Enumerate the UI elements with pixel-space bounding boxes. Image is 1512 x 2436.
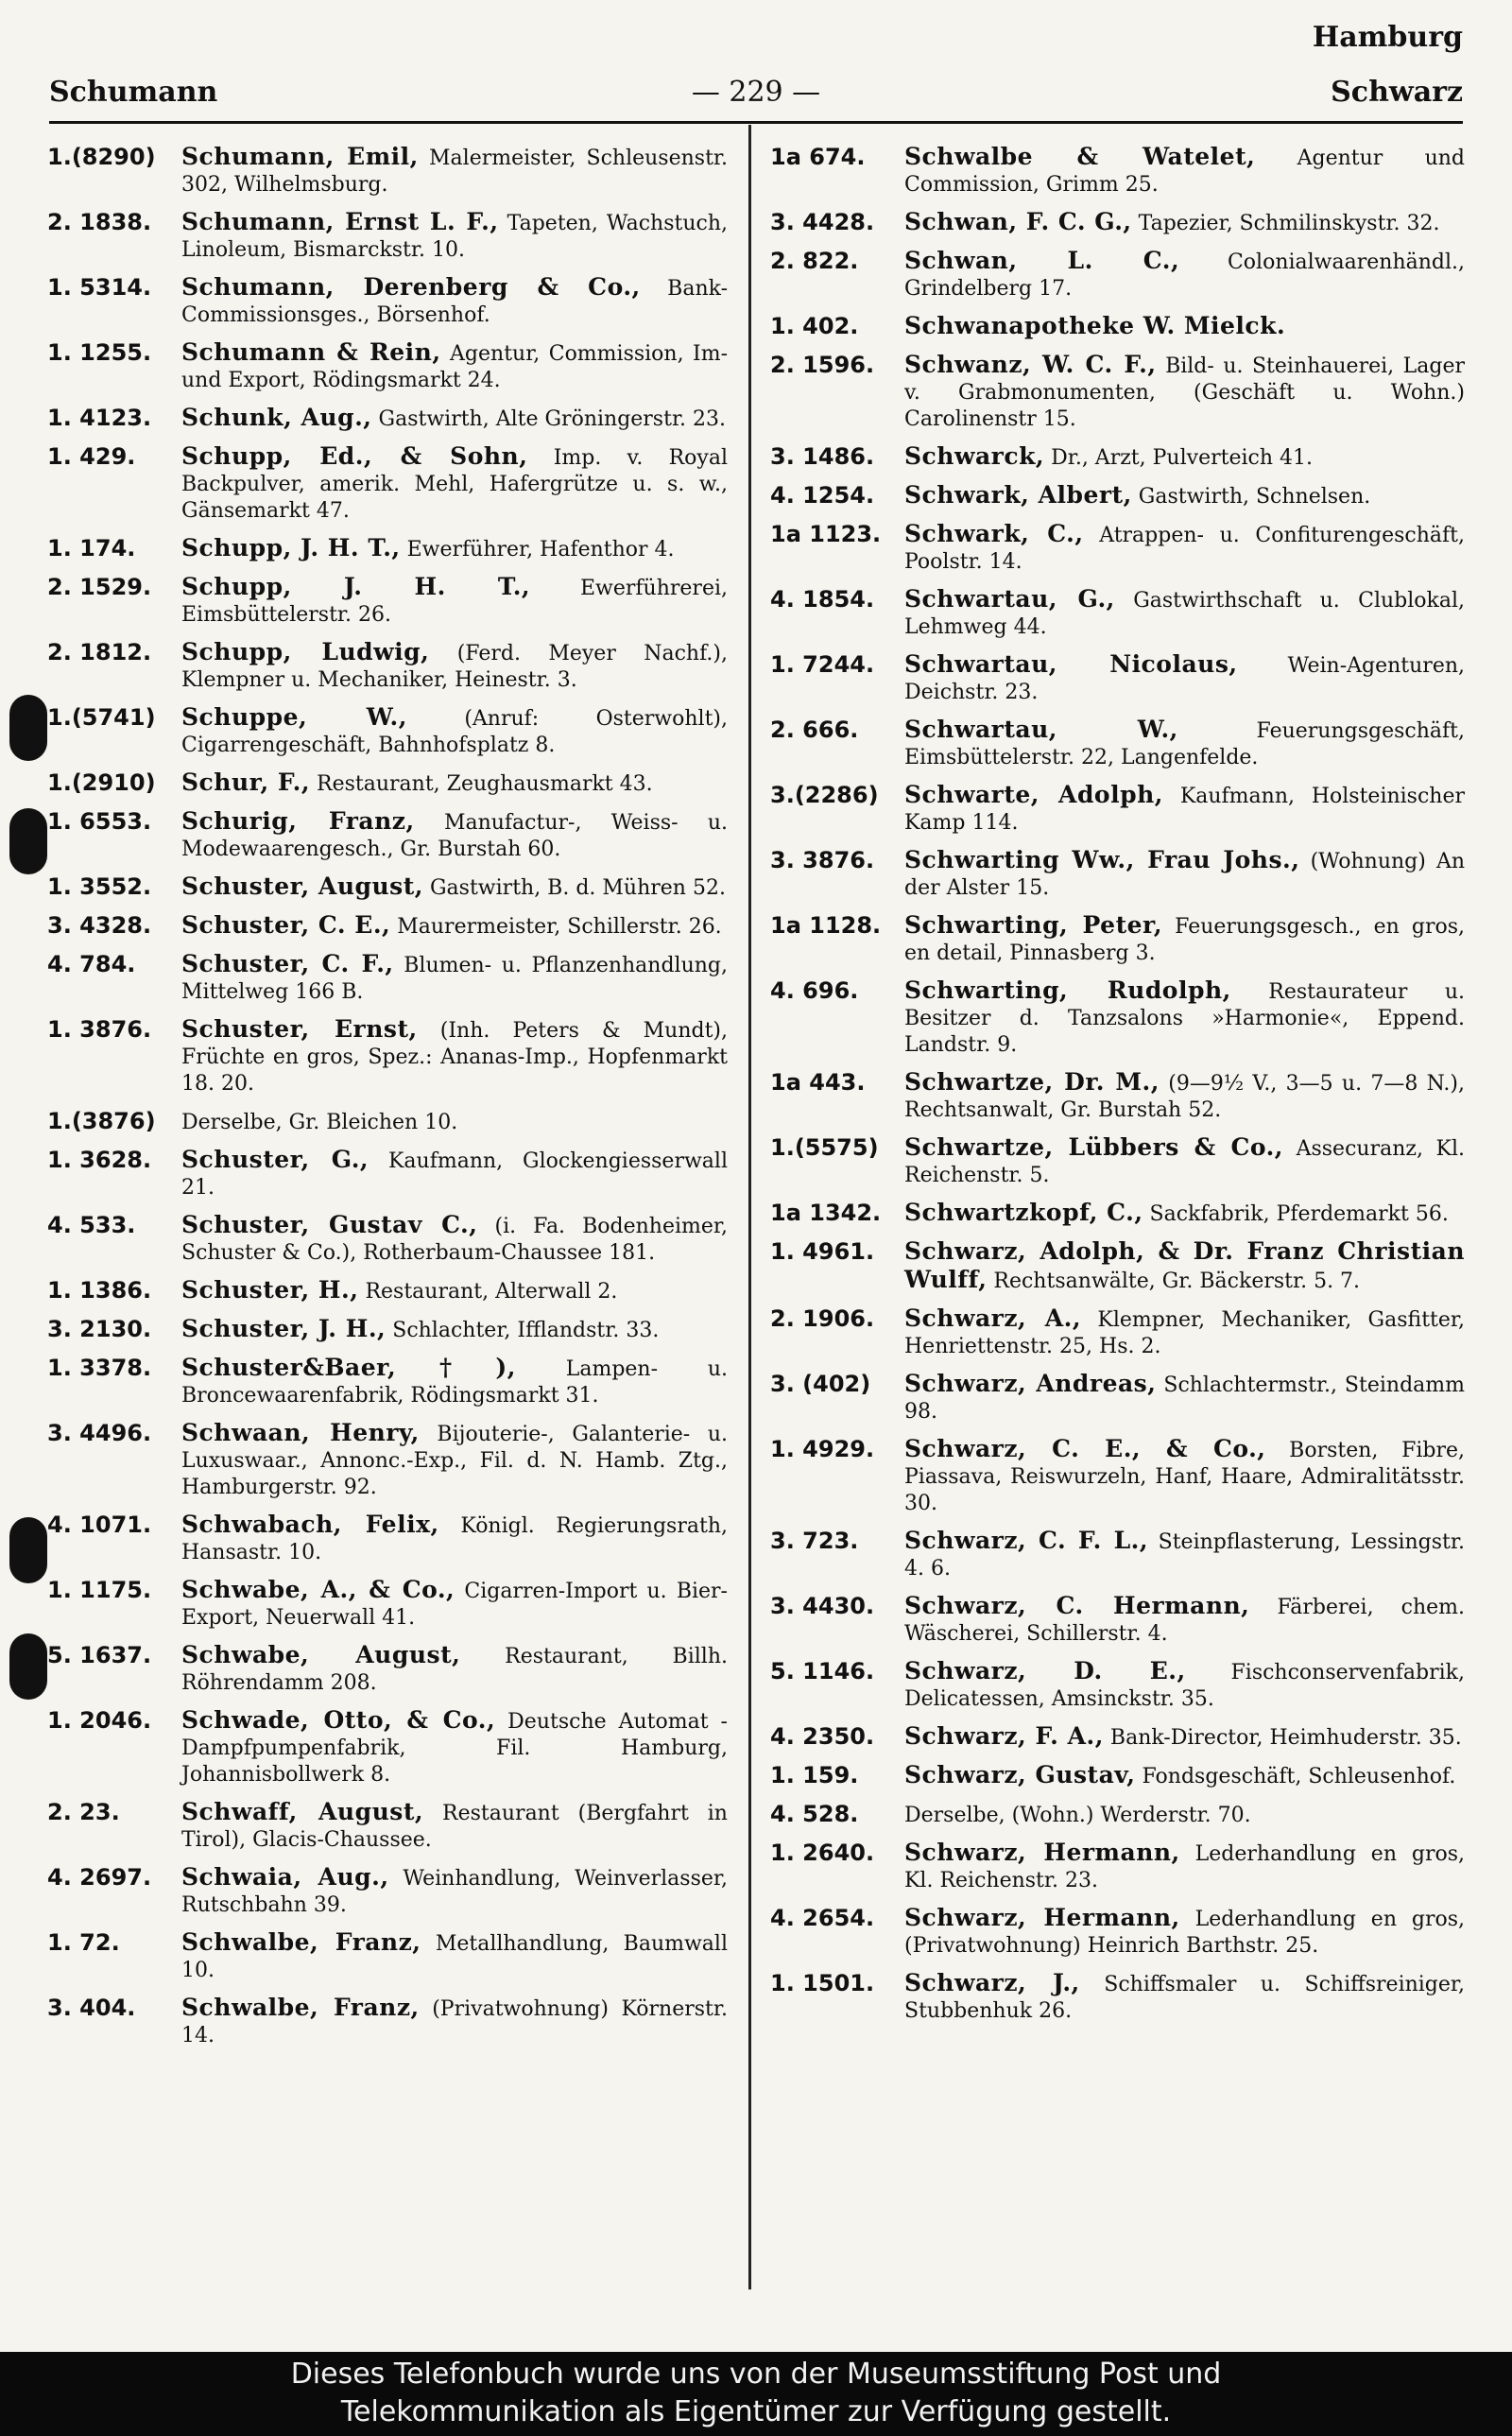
subscriber-name: Schwalbe & Watelet, <box>904 143 1256 170</box>
header-last-name: Schwarz <box>1331 76 1463 109</box>
subscriber-name: Schwarck, <box>904 442 1045 470</box>
subscriber-name: Schwarz, C. E., & Co., <box>904 1435 1266 1462</box>
phone-number: 3. (402) <box>770 1371 871 1397</box>
directory-entry <box>47 769 728 798</box>
subscriber-name: Schwartze, Dr. M., <box>904 1068 1160 1096</box>
phone-number: 2. 666. <box>770 717 859 743</box>
directory-entry <box>47 1512 728 1566</box>
subscriber-name: Schwartau, G., <box>904 585 1115 613</box>
subscriber-name: Schupp, J. H. T., <box>181 573 531 600</box>
phone-number: 4. 2654. <box>770 1905 875 1931</box>
phone-number: 3. 404. <box>47 1995 136 2021</box>
directory-entry <box>770 1801 1465 1829</box>
subscriber-details: (9—9½ V., 3—5 u. 7—8 N.), Rechtsanwalt, Gr. Burstah 52. <box>904 1072 1465 1122</box>
subscriber-details: (Ferd. Meyer Nachf.), Klempner u. Mechaniker, Heinestr. 3. <box>181 642 728 692</box>
subscriber-details: Deutsche Automat - Dampfpumpenfabrik, Fil. Hamburg, Johannisbollwerk 8. <box>181 1710 728 1787</box>
directory-entry <box>770 144 1465 199</box>
subscriber-details: Steinpflasterung, Lessingstr. 4. 6. <box>904 1530 1465 1581</box>
phone-number: 4. 533. <box>47 1212 136 1238</box>
binding-hole <box>9 1517 47 1583</box>
directory-entry <box>770 248 1465 302</box>
subscriber-details: Restaurateur u. Besitzer d. Tanzsalons »Harmonie«, Eppend. Landstr. 9. <box>904 980 1465 1057</box>
directory-entry <box>770 586 1465 641</box>
phone-number: 2. 1529. <box>47 574 152 600</box>
subscriber-details: Agentur, Commission, Im- und Export, Rödingsmarkt 24. <box>181 342 729 392</box>
subscriber-details: Restaurant, Alterwall 2. <box>365 1280 618 1304</box>
subscriber-details: Bild- u. Steinhauerei, Lager v. Grabmonumenten, (Geschäft u. Wohn.) Carolinenstr 15. <box>904 354 1465 431</box>
subscriber-name: Schwabach, Felix, <box>181 1511 439 1538</box>
directory-entry <box>47 639 728 694</box>
phone-number: 1. 4961. <box>770 1238 875 1265</box>
subscriber-name: Schwan, L. C., <box>904 247 1180 274</box>
directory-entry <box>770 782 1465 837</box>
phone-number: 1.(5575) <box>770 1134 879 1161</box>
directory-entry <box>770 1840 1465 1894</box>
phone-number: 1. 1501. <box>770 1970 875 1996</box>
directory-entry <box>47 1147 728 1201</box>
phone-number: 4. 696. <box>770 977 859 1004</box>
directory-entry <box>47 144 728 199</box>
subscriber-name: Schupp, J. H. T., <box>181 534 401 561</box>
page-number: — 229 — <box>691 76 821 109</box>
directory-entry <box>47 1108 728 1136</box>
subscriber-details: Sackfabrik, Pferdemarkt 56. <box>1149 1202 1449 1226</box>
subscriber-details: Maurermeister, Schillerstr. 26. <box>397 915 722 939</box>
subscriber-name: Schwabe, August, <box>181 1641 461 1668</box>
subscriber-name: Schwarz, Hermann, <box>904 1904 1180 1931</box>
directory-entry <box>770 352 1465 433</box>
subscriber-name: Schuster, G., <box>181 1146 369 1173</box>
subscriber-details: (Inh. Peters & Mundt), Früchte en gros, Spez.: Ananas-Imp., Hopfenmarkt 18. 20. <box>181 1019 728 1096</box>
subscriber-name: Schunk, Aug., <box>181 404 372 431</box>
subscriber-name: Schupp, Ludwig, <box>181 638 430 665</box>
directory-entry <box>770 521 1465 576</box>
directory-entry <box>47 912 728 941</box>
directory-entry <box>47 1016 728 1097</box>
subscriber-details: Malermeister, Schleusenstr. 302, Wilhelmsburg. <box>181 147 729 197</box>
subscriber-details: Metallhandlung, Baumwall 10. <box>181 1932 728 1982</box>
phone-number: 1. 6553. <box>47 808 152 835</box>
subscriber-details: Bank-Director, Heimhuderstr. 35. <box>1109 1726 1462 1750</box>
directory-entry <box>770 1436 1465 1517</box>
subscriber-details: Königl. Regierungsrath, Hansastr. 10. <box>181 1514 728 1564</box>
phone-number: 2. 1596. <box>770 352 875 378</box>
column-divider <box>748 125 751 2289</box>
subscriber-name: Schuster, Ernst, <box>181 1015 418 1043</box>
directory-entry <box>47 1277 728 1305</box>
subscriber-name: Schwarz, J., <box>904 1969 1080 1996</box>
subscriber-details: (i. Fa. Bodenheimer, Schuster & Co.), Rotherbaum-Chaussee 181. <box>181 1215 728 1265</box>
directory-entry <box>47 535 728 563</box>
subscriber-details: Ewerführer, Hafenthor 4. <box>406 538 675 561</box>
phone-number: 1a 1342. <box>770 1200 882 1226</box>
directory-entry <box>770 717 1465 771</box>
directory-entry <box>770 482 1465 510</box>
subscriber-name: Schwaia, Aug., <box>181 1863 389 1891</box>
subscriber-name: Schumann & Rein, <box>181 338 441 366</box>
subscriber-name: Schuster, H., <box>181 1276 359 1304</box>
phone-number: 5. 1637. <box>47 1642 152 1668</box>
subscriber-details: Derselbe, Gr. Bleichen 10. <box>181 1111 458 1134</box>
directory-entry <box>770 1593 1465 1648</box>
directory-entry <box>47 1995 728 2049</box>
phone-number: 2. 822. <box>770 248 859 274</box>
subscriber-name: Schwark, Albert, <box>904 481 1132 509</box>
subscriber-details: Dr., Arzt, Pulverteich 41. <box>1051 446 1313 470</box>
subscriber-name: Schurig, Franz, <box>181 807 415 835</box>
subscriber-name: Schuster, August, <box>181 872 423 900</box>
subscriber-name: Schwarz, F. A., <box>904 1722 1104 1750</box>
subscriber-name: Schwarte, Adolph, <box>904 781 1163 808</box>
directory-entry <box>770 847 1465 902</box>
subscriber-details: Gastwirth, Alte Gröningerstr. 23. <box>378 407 727 431</box>
phone-number: 4. 1854. <box>770 586 875 613</box>
directory-entry <box>47 704 728 759</box>
phone-number: 3. 4328. <box>47 912 152 939</box>
subscriber-details: Restaurant, Zeughausmarkt 43. <box>317 772 653 796</box>
phone-number: 1. 5314. <box>47 274 152 301</box>
subscriber-name: Schwarz, Hermann, <box>904 1839 1180 1866</box>
directory-entry <box>770 912 1465 967</box>
phone-number: 2. 1812. <box>47 639 152 665</box>
subscriber-name: Schumann, Derenberg & Co., <box>181 273 641 301</box>
subscriber-name: Schwabe, A., & Co., <box>181 1576 455 1603</box>
directory-entry <box>47 443 728 525</box>
subscriber-details: Wein-Agenturen, Deichstr. 23. <box>904 654 1465 704</box>
directory-entry <box>770 1069 1465 1124</box>
phone-number: 3. 4428. <box>770 209 875 235</box>
directory-entry <box>47 1212 728 1267</box>
phone-number: 1. 3876. <box>47 1016 152 1043</box>
directory-entry <box>770 1305 1465 1360</box>
phone-number: 1. 4123. <box>47 405 152 431</box>
phone-number: 4. 1071. <box>47 1512 152 1538</box>
subscriber-name: Schwartau, W., <box>904 716 1178 743</box>
subscriber-details: (Anruf: Osterwohlt), Cigarrengeschäft, Bahnhofsplatz 8. <box>181 707 728 757</box>
phone-number: 4. 528. <box>770 1801 859 1827</box>
subscriber-name: Schwarz, A., <box>904 1304 1082 1332</box>
subscriber-name: Schuster, Gustav C., <box>181 1211 478 1238</box>
phone-number: 2. 1838. <box>47 209 152 235</box>
subscriber-details: Derselbe, (Wohn.) Werderstr. 70. <box>904 1804 1251 1827</box>
directory-entry <box>47 339 728 394</box>
subscriber-details: Weinhandlung, Weinverlasser, Rutschbahn 39. <box>181 1867 728 1917</box>
header-first-name: Schumann <box>49 76 218 109</box>
directory-entry <box>47 1929 728 1984</box>
subscriber-name: Schumann, Emil, <box>181 143 419 170</box>
phone-number: 1.(3876) <box>47 1108 156 1134</box>
subscriber-name: Schwarting Ww., Frau Johs., <box>904 846 1300 873</box>
subscriber-details: Fischconservenfabrik, Delicatessen, Amsinckstr. 35. <box>904 1661 1465 1711</box>
subscriber-details: Schiffsmaler u. Schiffsreiniger, Stubbenhuk 26. <box>904 1973 1466 2023</box>
subscriber-name: Schwanz, W. C. F., <box>904 351 1157 378</box>
directory-entry <box>770 1762 1465 1790</box>
subscriber-details: Kaufmann, Holsteinischer Kamp 114. <box>904 785 1465 835</box>
subscriber-name: Schwarz, C. Hermann, <box>904 1592 1250 1619</box>
subscriber-details: Rechtsanwälte, Gr. Bäckerstr. 5. 7. <box>993 1270 1361 1293</box>
phone-number: 1.(2910) <box>47 769 156 796</box>
footer-line-1: Dieses Telefonbuch wurde uns von der Museumsstiftung Post und <box>290 2358 1222 2391</box>
phone-number: 1. 1386. <box>47 1277 152 1304</box>
subscriber-name: Schwarting, Peter, <box>904 911 1163 939</box>
subscriber-name: Schupp, Ed., & Sohn, <box>181 442 528 470</box>
directory-entry <box>770 1238 1465 1295</box>
subscriber-details: Klempner, Mechaniker, Gasfitter, Henriettenstr. 25, Hs. 2. <box>904 1308 1465 1358</box>
directory-entry <box>770 313 1465 341</box>
subscriber-name: Schwark, C., <box>904 520 1084 547</box>
subscriber-name: Schwaan, Henry, <box>181 1419 420 1446</box>
subscriber-details: Tapeten, Wachstuch, Linoleum, Bismarckstr. 10. <box>181 212 728 262</box>
phone-number: 3. 723. <box>770 1528 859 1554</box>
subscriber-details: Agentur und Commission, Grimm 25. <box>904 147 1465 197</box>
phone-number: 1.(8290) <box>47 144 156 170</box>
phone-number: 1a 443. <box>770 1069 866 1096</box>
subscriber-details: Gastwirth, B. d. Mühren 52. <box>429 876 726 900</box>
subscriber-details: Blumen- u. Pflanzenhandlung, Mittelweg 166 B. <box>181 954 728 1004</box>
subscriber-details: Assecuranz, Kl. Reichenstr. 5. <box>904 1137 1465 1187</box>
header-rule <box>49 121 1463 124</box>
subscriber-details: Cigarren-Import u. Bier-Export, Neuerwall 41. <box>181 1580 728 1630</box>
directory-entry <box>770 1723 1465 1752</box>
directory-entry <box>47 1864 728 1919</box>
subscriber-name: Schwartau, Nicolaus, <box>904 650 1238 678</box>
phone-number: 2. 23. <box>47 1799 120 1825</box>
binding-hole <box>9 695 47 761</box>
directory-entry <box>770 1528 1465 1582</box>
subscriber-name: Schur, F., <box>181 769 311 796</box>
subscriber-name: Schumann, Ernst L. F., <box>181 208 499 235</box>
subscriber-details: Tapezier, Schmilinskystr. 32. <box>1138 212 1440 235</box>
subscriber-name: Schwarz, Gustav, <box>904 1761 1136 1788</box>
directory-entry <box>770 651 1465 706</box>
phone-number: 1. 3552. <box>47 873 152 900</box>
directory-entry <box>47 574 728 629</box>
phone-number: 1. 1255. <box>47 339 152 366</box>
directory-entry <box>770 1905 1465 1960</box>
phone-number: 3. 4430. <box>770 1593 875 1619</box>
subscriber-name: Schwarz, C. F. L., <box>904 1527 1149 1554</box>
directory-entry <box>47 1707 728 1788</box>
subscriber-name: Schuster, C. E., <box>181 911 391 939</box>
subscriber-details: Restaurant (Bergfahrt in Tirol), Glacis-Chaussee. <box>181 1802 728 1852</box>
directory-entry <box>770 1371 1465 1425</box>
phone-number: 1. 2640. <box>770 1840 875 1866</box>
subscriber-name: Schwanapotheke W. Mielck. <box>904 312 1286 339</box>
phone-number: 2. 1906. <box>770 1305 875 1332</box>
subscriber-details: Gastwirthschaft u. Clublokal, Lehmweg 44. <box>904 589 1465 639</box>
subscriber-name: Schuster, J. H., <box>181 1315 387 1342</box>
phone-number: 1. 7244. <box>770 651 875 678</box>
phone-number: 1. 402. <box>770 313 859 339</box>
phone-number: 1a 1123. <box>770 521 882 547</box>
directory-entry <box>47 274 728 329</box>
directory-entry <box>770 977 1465 1059</box>
subscriber-details: Lederhandlung en gros, (Privatwohnung) Heinrich Barthstr. 25. <box>904 1908 1466 1958</box>
directory-entry <box>47 1577 728 1632</box>
phone-number: 1. 72. <box>47 1929 120 1956</box>
directory-entry <box>47 209 728 264</box>
subscriber-details: (Privatwohnung) Körnerstr. 14. <box>181 1997 728 2047</box>
left-column <box>47 144 728 2060</box>
subscriber-name: Schuster, C. F., <box>181 950 394 977</box>
subscriber-details: Fondsgeschäft, Schleusenhof. <box>1142 1765 1456 1788</box>
subscriber-name: Schwarz, Andreas, <box>904 1370 1157 1397</box>
page-header <box>49 76 1463 113</box>
subscriber-name: Schwarz, Adolph, & Dr. Franz Christian Wulff, <box>904 1237 1465 1293</box>
subscriber-name: Schwarting, Rudolph, <box>904 976 1231 1004</box>
directory-entry <box>47 873 728 902</box>
phone-number: 1a 1128. <box>770 912 882 939</box>
directory-entry <box>47 405 728 433</box>
subscriber-name: Schuppe, W., <box>181 703 407 731</box>
phone-number: 3. 4496. <box>47 1420 152 1446</box>
subscriber-details: Bijouterie-, Galanterie- u. Luxuswaar., Annonc.-Exp., Fil. d. N. Hamb. Ztg., Hamburgerstr. 92. <box>181 1423 728 1499</box>
subscriber-name: Schwalbe, Franz, <box>181 1928 421 1956</box>
directory-entry <box>770 209 1465 237</box>
subscriber-details: Lampen- u. Broncewaarenfabrik, Rödingsmarkt 31. <box>181 1357 728 1408</box>
directory-entry <box>770 1970 1465 2025</box>
subscriber-details: Feuerungsgesch., en gros, en detail, Pinnasberg 3. <box>904 915 1465 965</box>
subscriber-name: Schuster&Baer,†), <box>181 1354 516 1381</box>
phone-number: 3. 2130. <box>47 1316 152 1342</box>
binding-hole <box>9 808 47 874</box>
subscriber-details: Kaufmann, Glockengiesserwall 21. <box>181 1149 728 1200</box>
subscriber-name: Schwarz, D. E., <box>904 1657 1186 1684</box>
directory-entry <box>47 808 728 863</box>
directory-entry <box>47 1420 728 1501</box>
header-city: Hamburg <box>1312 21 1463 54</box>
subscriber-details: Ewerführerei, Eimsbüttelerstr. 26. <box>181 577 728 627</box>
subscriber-details: Färberei, chem. Wäscherei, Schillerstr. 4. <box>904 1596 1465 1646</box>
phone-number: 5. 1146. <box>770 1658 875 1684</box>
phone-number: 4. 784. <box>47 951 136 977</box>
subscriber-name: Schwaff, August, <box>181 1798 424 1825</box>
subscriber-details: (Wohnung) An der Alster 15. <box>904 850 1465 900</box>
phone-number: 3. 1486. <box>770 443 875 470</box>
phone-number: 1. 4929. <box>770 1436 875 1462</box>
directory-entry <box>47 1799 728 1854</box>
phone-number: 1. 174. <box>47 535 136 561</box>
phone-number: 1. 3628. <box>47 1147 152 1173</box>
phone-number: 4. 2350. <box>770 1723 875 1750</box>
directory-entry <box>770 1134 1465 1189</box>
phone-number: 1. 2046. <box>47 1707 152 1734</box>
subscriber-details: Bank-Commissionsges., Börsenhof. <box>181 277 729 327</box>
phone-number: 4. 2697. <box>47 1864 152 1891</box>
subscriber-details: Manufactur-, Weiss- u. Modewaarengesch., Gr. Burstah 60. <box>181 811 728 861</box>
phone-number: 3.(2286) <box>770 782 879 808</box>
footer-notice <box>0 2352 1512 2436</box>
phone-number: 1. 429. <box>47 443 136 470</box>
directory-entry <box>47 1355 728 1409</box>
phone-number: 3. 3876. <box>770 847 875 873</box>
subscriber-details: Borsten, Fibre, Piassava, Reiswurzeln, Hanf, Haare, Admiralitätsstr. 30. <box>904 1439 1465 1515</box>
subscriber-details: Schlachter, Ifflandstr. 33. <box>392 1319 660 1342</box>
subscriber-details: Lederhandlung en gros, Kl. Reichenstr. 23. <box>904 1842 1466 1892</box>
subscriber-details: Atrappen- u. Confiturengeschäft, Poolstr. 14. <box>904 524 1465 574</box>
subscriber-details: Schlachtermstr., Steindamm 98. <box>904 1373 1465 1424</box>
directory-entry <box>770 1200 1465 1228</box>
phone-number: 4. 1254. <box>770 482 875 509</box>
directory-entry <box>770 1658 1465 1713</box>
directory-entry <box>47 1316 728 1344</box>
subscriber-name: Schwartzkopf, C., <box>904 1199 1143 1226</box>
binding-hole <box>9 1633 47 1700</box>
phone-number: 1a 674. <box>770 144 866 170</box>
directory-entry <box>770 443 1465 472</box>
footer-line-2: Telekommunikation als Eigentümer zur Verfügung gestellt. <box>340 2395 1172 2428</box>
subscriber-name: Schwalbe, Franz, <box>181 1994 420 2021</box>
phone-number: 1. 159. <box>770 1762 859 1788</box>
subscriber-name: Schwartze, Lübbers & Co., <box>904 1133 1284 1161</box>
subscriber-details: Imp. v. Royal Backpulver, amerik. Mehl, Hafergrütze u. s. w., Gänsemarkt 47. <box>181 446 728 523</box>
directory-entry <box>47 951 728 1006</box>
subscriber-details: Gastwirth, Schnelsen. <box>1138 485 1371 509</box>
directory-entry <box>47 1642 728 1697</box>
phone-number: 1.(5741) <box>47 704 156 731</box>
phone-number: 1. 3378. <box>47 1355 152 1381</box>
right-column <box>770 144 1465 2035</box>
phone-number: 1. 1175. <box>47 1577 152 1603</box>
subscriber-name: Schwan, F. C. G., <box>904 208 1132 235</box>
subscriber-details: Restaurant, Billh. Röhrendamm 208. <box>181 1645 728 1695</box>
subscriber-details: Feuerungsgeschäft, Eimsbüttelerstr. 22, Langenfelde. <box>904 719 1465 769</box>
subscriber-details: Colonialwaarenhändl., Grindelberg 17. <box>904 251 1465 301</box>
subscriber-name: Schwade, Otto, & Co., <box>181 1706 496 1734</box>
